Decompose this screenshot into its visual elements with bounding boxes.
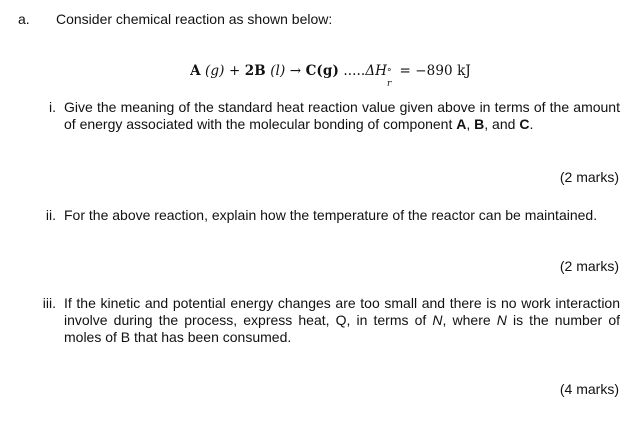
- separator: ,: [466, 116, 475, 132]
- subquestion-3-text-middle: , where: [442, 312, 497, 328]
- component-a: A: [456, 116, 467, 132]
- subquestion-3-number: iii.: [42, 295, 56, 311]
- period: .: [529, 116, 534, 132]
- reactant-a-state: (g): [205, 63, 225, 79]
- plus-sign: +: [228, 63, 241, 79]
- reaction-equation: [0, 63, 631, 89]
- question-label: a.: [18, 11, 30, 27]
- subquestion-1-text-body: Give the meaning of the standard heat reaction value given above in terms of the amount of energy associated with the molecular bonding of component: [64, 99, 620, 132]
- reaction-arrow: →: [289, 63, 302, 79]
- component-b: B: [474, 116, 485, 132]
- enthalpy-value: = −890 kJ: [399, 63, 471, 79]
- subquestion-3-marks: (4 marks): [559, 381, 619, 397]
- question-intro: Consider chemical reaction as shown below:: [56, 11, 333, 27]
- subquestion-3-text-end: is the number of moles of B that has been consumed.: [64, 312, 620, 345]
- reactant-a: A: [190, 63, 201, 79]
- subquestion-3-text-body: If the kinetic and potential energy changes are too small and there is no work interaction involve during the process, express heat, Q, in terms of: [64, 295, 620, 328]
- subquestion-2-number: ii.: [45, 207, 56, 223]
- subquestion-2-text: For the above reaction, explain how the temperature of the reactor can be maintained.: [64, 207, 598, 223]
- variable-n: N: [432, 312, 443, 328]
- variable-n: N: [496, 312, 507, 328]
- product-c: C(g): [305, 63, 339, 79]
- delta-h-symbol: ΔH: [365, 63, 388, 79]
- reactant-b-state: (l): [270, 63, 286, 79]
- subquestion-1-marks: (2 marks): [559, 169, 619, 185]
- delta-h-subscript: r: [387, 79, 392, 89]
- subquestion-1-number: i.: [49, 99, 56, 115]
- subquestion-1-text: [64, 99, 620, 133]
- component-c: C: [519, 116, 530, 132]
- delta-h-superscript: °: [387, 68, 392, 78]
- separator: , and: [484, 116, 520, 132]
- subquestion-2-marks: (2 marks): [559, 258, 619, 274]
- subquestion-3-text: [64, 295, 620, 346]
- equation-dots: .....: [343, 63, 366, 79]
- reactant-b: 2B: [244, 63, 266, 79]
